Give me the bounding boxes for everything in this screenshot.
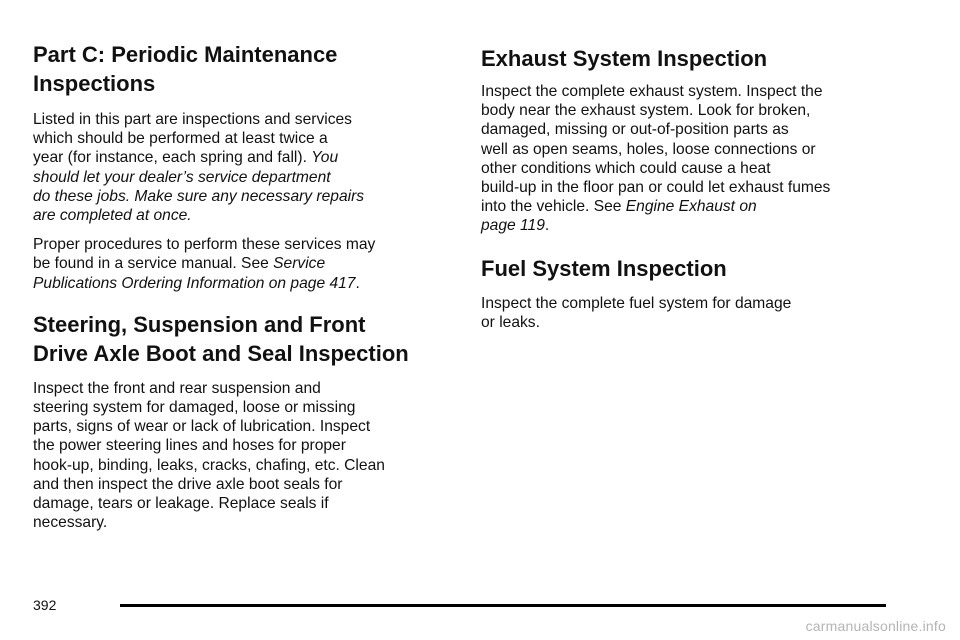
intro-line-2: which should be performed at least twice a [33, 130, 328, 148]
engine-exhaust-link[interactable]: page 119 [481, 217, 545, 235]
steering-line-1: Inspect the front and rear suspension and [33, 379, 321, 397]
exhaust-line-1: Inspect the complete exhaust system. Inspect the [481, 83, 823, 100]
watermark: carmanualsonline.info [805, 618, 946, 634]
footer-rule [120, 604, 886, 607]
part-title-line-2: Inspections [33, 71, 156, 96]
steering-paragraph [33, 379, 463, 533]
steering-line-5: hook-up, binding, leaks, cracks, chafing, etc. Clean [33, 456, 385, 474]
intro-line-3 [33, 148, 463, 167]
procedures-period: . [355, 274, 360, 292]
procedures-paragraph [33, 235, 463, 293]
intro-emphasis-line-1: should let your dealer’s service department [33, 168, 331, 186]
page-number: 392 [33, 597, 57, 613]
intro-emphasis-line-2: do these jobs. Make sure any necessary repairs [33, 187, 365, 205]
procedures-line-3 [33, 274, 463, 293]
intro-line-5 [33, 187, 463, 206]
exhaust-paragraph [481, 82, 911, 236]
exhaust-line-2: body near the exhaust system. Look for broken, [481, 102, 811, 120]
service-publications-link-start[interactable]: Service [273, 255, 326, 273]
steering-line-4: the power steering lines and hoses for proper [33, 437, 346, 455]
part-title [33, 40, 463, 98]
exhaust-line-4: well as open seams, holes, loose connections or [481, 140, 816, 158]
part-title-line-1: Part C: Periodic Maintenance [33, 42, 338, 67]
exhaust-section-title: Exhaust System Inspection [481, 46, 768, 71]
exhaust-line-5: other conditions which could cause a heat [481, 159, 771, 177]
steering-line-7: damage, tears or leakage. Replace seals if [33, 495, 329, 513]
intro-emphasis-line-3: are completed at once. [33, 207, 192, 225]
exhaust-line-8 [481, 216, 911, 235]
fuel-line-1: Inspect the complete fuel system for damage [481, 294, 792, 312]
left-column [33, 40, 463, 542]
exhaust-line-6: build-up in the floor pan or could let exhaust fumes [481, 179, 831, 197]
steering-line-3: parts, signs of wear or lack of lubrication. Inspect [33, 418, 371, 436]
intro-line-3-text: year (for instance, each spring and fall). [33, 149, 307, 167]
intro-line-6 [33, 206, 463, 225]
steering-line-2: steering system for damaged, loose or missing [33, 399, 356, 417]
steering-title-line-2: Drive Axle Boot and Seal Inspection [33, 340, 409, 366]
fuel-line-2: or leaks. [481, 313, 540, 331]
exhaust-line-3: damaged, missing or out-of-position parts as [481, 121, 789, 139]
exhaust-line-7 [481, 197, 911, 216]
intro-line-4 [33, 168, 463, 187]
procedures-line-1: Proper procedures to perform these services may [33, 236, 376, 254]
right-column [481, 40, 911, 342]
procedures-line-2-text: be found in a service manual. See [33, 255, 269, 273]
steering-section-title [33, 310, 463, 368]
fuel-section-title: Fuel System Inspection [481, 255, 727, 281]
intro-line-1: Listed in this part are inspections and services [33, 111, 352, 128]
steering-title-line-1: Steering, Suspension and Front [33, 311, 366, 337]
steering-line-8: necessary. [33, 514, 108, 532]
engine-exhaust-link-start[interactable]: Engine Exhaust on [625, 198, 757, 216]
exhaust-period: . [544, 217, 550, 235]
intro-paragraph [33, 110, 463, 225]
steering-line-6: and then inspect the drive axle boot seals for [33, 475, 343, 493]
procedures-line-2 [33, 254, 463, 273]
exhaust-line-7-text: into the vehicle. See [481, 198, 622, 216]
fuel-paragraph [481, 294, 911, 332]
intro-emphasis-start: You [311, 149, 339, 167]
service-publications-link[interactable]: Publications Ordering Information on page 417 [33, 274, 356, 292]
